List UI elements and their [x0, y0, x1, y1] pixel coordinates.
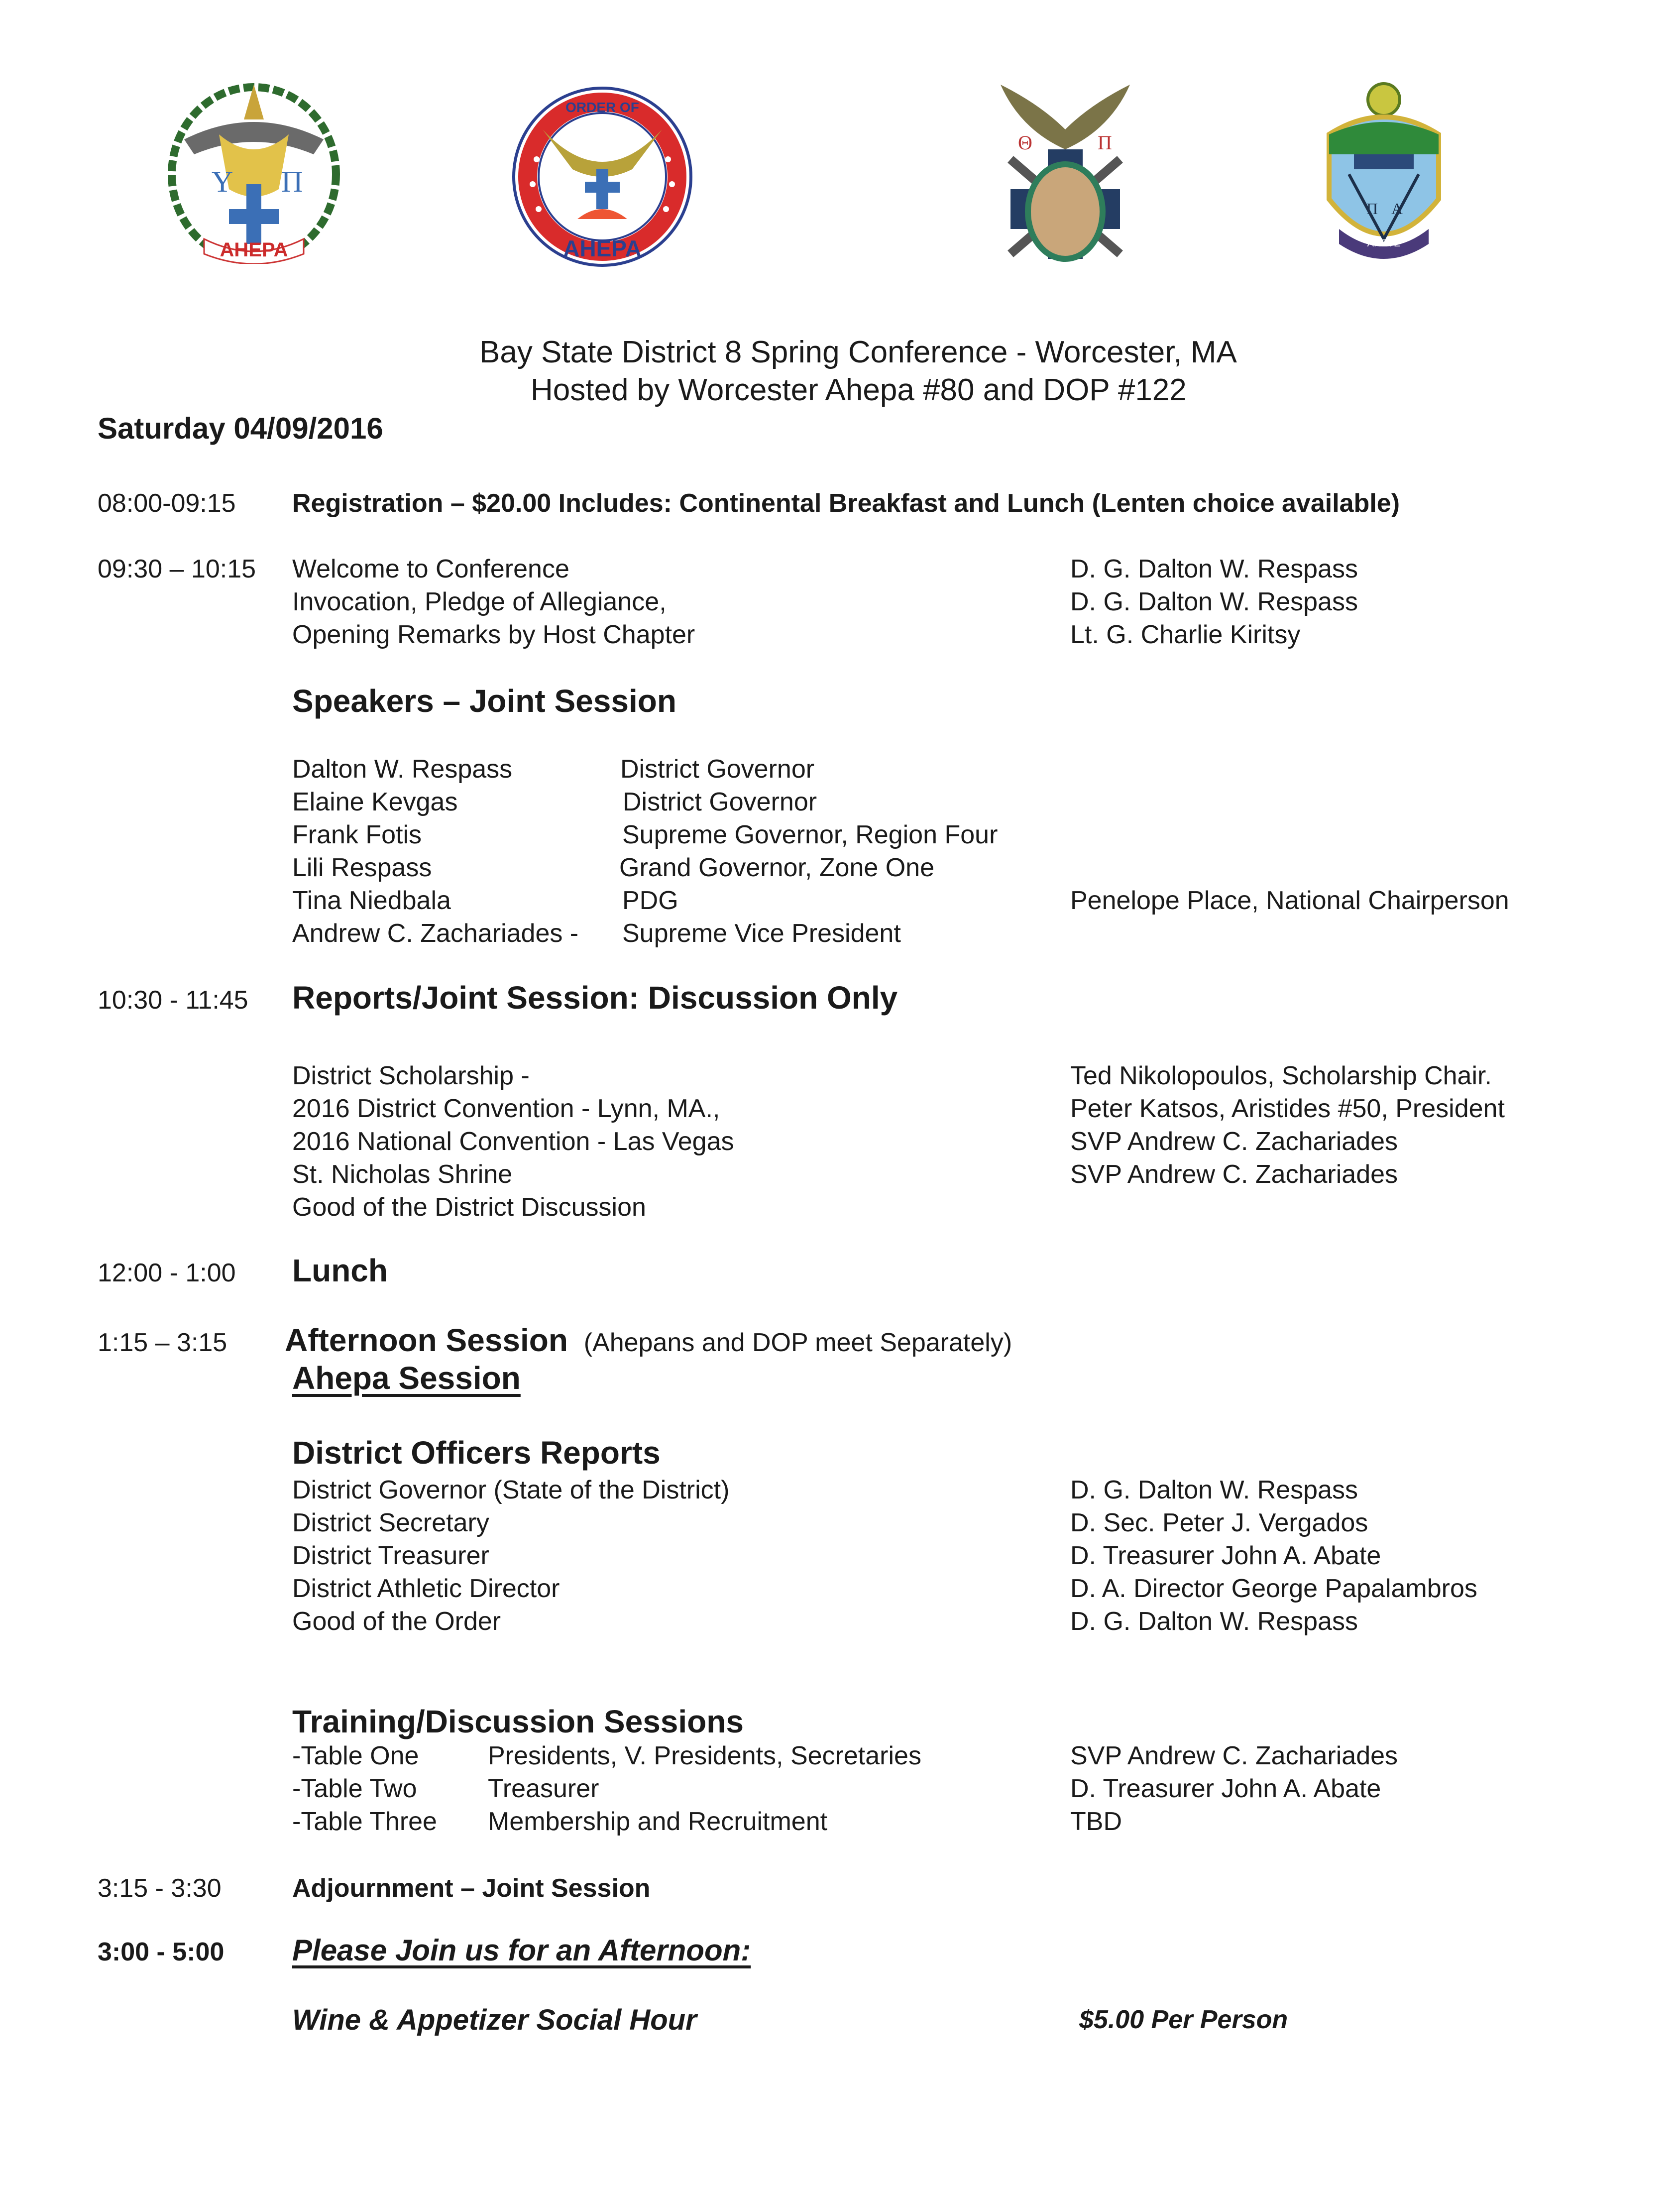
report-presenter: Ted Nikolopoulos, Scholarship Chair. [1070, 1061, 1492, 1090]
adjournment-label: Adjournment – Joint Session [292, 1874, 651, 1903]
officer-name: D. Treasurer John A. Abate [1070, 1541, 1381, 1570]
report-item: St. Nicholas Shrine [292, 1160, 513, 1189]
svg-text:ORDER OF: ORDER OF [565, 100, 639, 115]
report-item: District Scholarship - [292, 1061, 530, 1090]
afternoon-note: (Ahepans and DOP meet Separately) [583, 1328, 1012, 1357]
speaker-role: District Governor [623, 788, 817, 816]
training-leader: TBD [1070, 1807, 1122, 1836]
speaker-name: Andrew C. Zachariades - [292, 919, 579, 948]
svg-text:Π: Π [1366, 200, 1378, 218]
report-item: 2016 District Convention - Lynn, MA., [292, 1094, 720, 1123]
speaker-name: Dalton W. Respass [292, 755, 513, 784]
svg-text:Α: Α [1391, 200, 1403, 218]
training-table: -Table Three [292, 1807, 437, 1836]
training-leader: SVP Andrew C. Zachariades [1070, 1741, 1398, 1770]
social-event: Wine & Appetizer Social Hour [292, 2004, 697, 2036]
logo-daughters-of-penelope [991, 75, 1140, 264]
logo-letter-upsilon: Y [212, 165, 233, 198]
svg-text:AHEPA: AHEPA [563, 235, 642, 261]
speaker-name: Tina Niedbala [292, 886, 451, 915]
conference-day: Saturday 04/09/2016 [98, 412, 383, 445]
officer-report: Good of the Order [292, 1607, 501, 1636]
afternoon-time: 1:15 – 3:15 [98, 1328, 227, 1357]
speaker-extra: Penelope Place, National Chairperson [1070, 886, 1509, 915]
welcome-presenter: Lt. G. Charlie Kiritsy [1070, 620, 1301, 649]
officer-name: D. G. Dalton W. Respass [1070, 1476, 1358, 1504]
speaker-name: Elaine Kevgas [292, 788, 458, 816]
report-presenter: Peter Katsos, Aristides #50, President [1070, 1094, 1505, 1123]
svg-text:ARETE: ARETE [1367, 238, 1401, 249]
welcome-item: Invocation, Pledge of Allegiance, [292, 587, 667, 616]
svg-text:AHEPA: AHEPA [220, 239, 288, 261]
adjournment-time: 3:15 - 3:30 [98, 1874, 222, 1903]
svg-text:Π: Π [1098, 131, 1112, 154]
social-price: $5.00 Per Person [1079, 2005, 1288, 2034]
report-item: Good of the District Discussion [292, 1193, 646, 1222]
officer-report: District Treasurer [292, 1541, 489, 1570]
welcome-item: Opening Remarks by Host Chapter [292, 620, 695, 649]
training-topic: Membership and Recruitment [488, 1807, 828, 1836]
speaker-name: Lili Respass [292, 853, 432, 882]
officer-report: District Secretary [292, 1508, 489, 1537]
speaker-role: District Governor [620, 755, 815, 784]
social-invite: Please Join us for an Afternoon: [292, 1934, 751, 1967]
training-topic: Treasurer [488, 1774, 599, 1803]
lunch-label: Lunch [292, 1253, 388, 1288]
training-heading: Training/Discussion Sessions [292, 1704, 744, 1739]
speakers-heading: Speakers – Joint Session [292, 683, 676, 719]
logo-order-of-ahepa [508, 85, 697, 269]
speaker-role: Supreme Vice President [622, 919, 901, 948]
conference-title: Bay State District 8 Spring Conference - Worcester, MA [479, 335, 1237, 369]
welcome-time: 09:30 – 10:15 [98, 555, 256, 583]
training-leader: D. Treasurer John A. Abate [1070, 1774, 1381, 1803]
social-time: 3:00 - 5:00 [98, 1938, 224, 1966]
report-presenter: SVP Andrew C. Zachariades [1070, 1160, 1398, 1189]
reports-heading: Reports/Joint Session: Discussion Only [292, 980, 898, 1016]
logo-junior-order-ahepa [164, 75, 343, 264]
ahepa-session-heading: Ahepa Session [292, 1360, 521, 1396]
welcome-presenter: D. G. Dalton W. Respass [1070, 587, 1358, 616]
reports-time: 10:30 - 11:45 [98, 986, 248, 1015]
speaker-role: Supreme Governor, Region Four [622, 820, 998, 849]
registration-text: Registration – $20.00 Includes: Continental Breakfast and Lunch (Lenten choice available) [292, 489, 1400, 518]
officer-name: D. Sec. Peter J. Vergados [1070, 1508, 1368, 1537]
speaker-name: Frank Fotis [292, 820, 422, 849]
lunch-time: 12:00 - 1:00 [98, 1259, 236, 1287]
training-table: -Table Two [292, 1774, 417, 1803]
afternoon-heading [285, 1321, 1012, 1362]
training-topic: Presidents, V. Presidents, Secretaries [488, 1741, 921, 1770]
speaker-role: PDG [622, 886, 678, 915]
svg-text:Θ: Θ [1018, 131, 1032, 154]
afternoon-heading-text: Afternoon Session [285, 1322, 568, 1358]
officer-name: D. G. Dalton W. Respass [1070, 1607, 1358, 1636]
report-presenter: SVP Andrew C. Zachariades [1070, 1127, 1398, 1156]
training-table: -Table One [292, 1741, 419, 1770]
officers-heading: District Officers Reports [292, 1435, 661, 1471]
svg-text:Π: Π [281, 165, 303, 198]
officer-report: District Athletic Director [292, 1574, 560, 1603]
welcome-presenter: D. G. Dalton W. Respass [1070, 555, 1358, 583]
report-item: 2016 National Convention - Las Vegas [292, 1127, 734, 1156]
conference-subtitle: Hosted by Worcester Ahepa #80 and DOP #122 [531, 373, 1187, 407]
speaker-role: Grand Governor, Zone One [619, 853, 935, 882]
registration-time: 08:00-09:15 [98, 489, 236, 518]
welcome-item: Welcome to Conference [292, 555, 569, 583]
logo-maids-of-athena [1319, 80, 1449, 264]
officer-name: D. A. Director George Papalambros [1070, 1574, 1477, 1603]
officer-report: District Governor (State of the District) [292, 1476, 730, 1504]
